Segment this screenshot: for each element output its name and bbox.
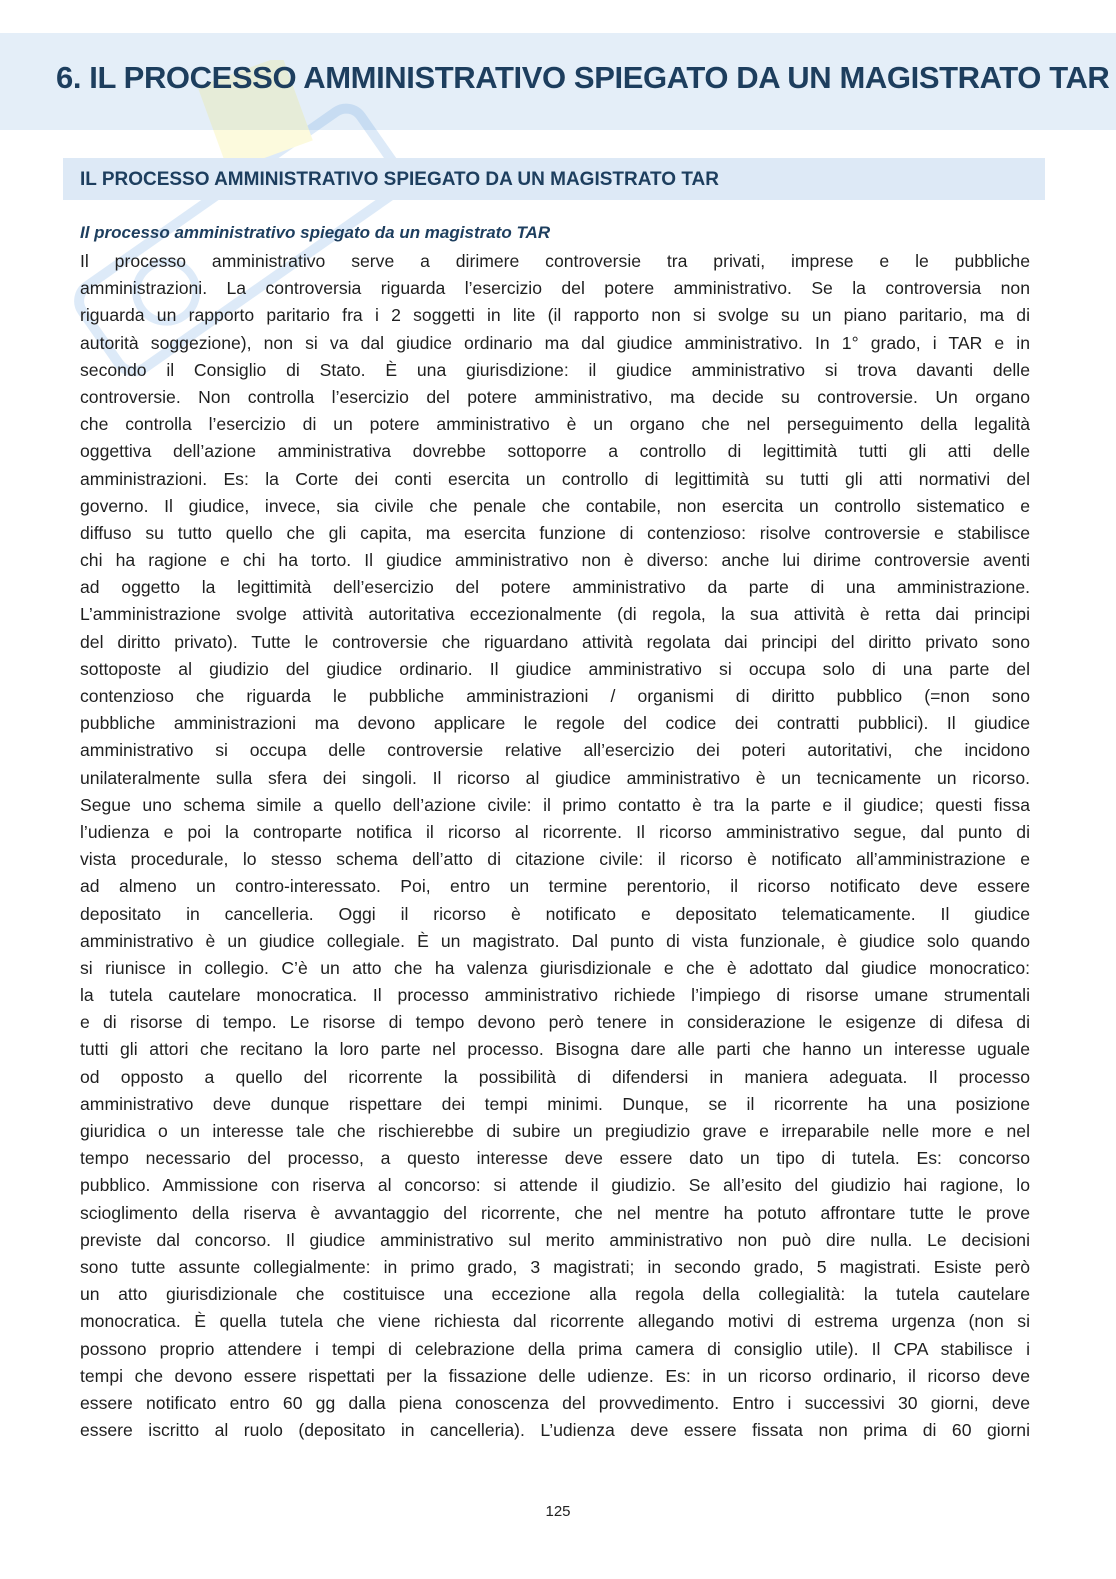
- body-line: possono proprio attendere i tempi di celebrazione della prima camera di consiglio utile). Il CPA stabilisce i: [80, 1338, 1030, 1359]
- body-line: pubblico. Ammissione con riserva al concorso: si attende il giudizio. Se all’esito del giudizio hai ragione, lo: [80, 1175, 1030, 1196]
- body-line: Segue uno schema simile a quello dell’azione civile: il primo contatto è tra la parte e il giudice; questi fissa: [80, 794, 1030, 815]
- body-line: oggettiva dell’azione amministrativa dovrebbe sottoporre a controllo di legittimità tutti gli atti delle: [80, 441, 1030, 462]
- body-line: si riunisce in collegio. C’è un atto che ha valenza giurisdizionale e che è adottato dal giudice monocratico:: [80, 957, 1030, 978]
- body-line: previste dal concorso. Il giudice amministrativo sul merito amministrativo non può dire nulla. Le decisioni: [80, 1229, 1030, 1250]
- body-line: e di risorse di tempo. Le risorse di tempo devono però tenere in considerazione le esigenze di difesa di: [80, 1012, 1030, 1033]
- body-line: amministrativo è un giudice collegiale. È un magistrato. Dal punto di vista funzionale, è giudice solo quando: [80, 930, 1030, 951]
- body-line: l’udienza e poi la controparte notifica il ricorso al ricorrente. Il ricorso amministrativo segue, dal punto di: [80, 821, 1030, 842]
- section-title: IL PROCESSO AMMINISTRATIVO SPIEGATO DA UN MAGISTRATO TAR: [80, 169, 719, 190]
- body-line: essere notificato entro 60 gg dalla piena conoscenza del provvedimento. Entro i successivi 30 giorni, deve: [80, 1392, 1030, 1413]
- body-line: depositato in cancelleria. Oggi il ricorso è notificato e depositato telematicamente. Il giudice: [80, 903, 1030, 924]
- subheading: Il processo amministrativo spiegato da un magistrato TAR: [80, 223, 551, 242]
- body-line: amministrazioni. La controversia riguarda l’esercizio del potere amministrativo. Se la controversia non: [80, 278, 1030, 299]
- body-line: pubbliche amministrazioni ma devono applicare le regole del codice dei contratti pubblici). Il giudice: [80, 713, 1030, 734]
- body-line: sono tutte assunte collegialmente: in primo grado, 3 magistrati; in secondo grado, 5 magistrati. Esiste però: [80, 1256, 1030, 1277]
- body-line: monocratica. È quella tutela che viene richiesta dal ricorrente allegando motivi di estrema urgenza (non si: [80, 1311, 1030, 1332]
- body-line: secondo il Consiglio di Stato. È una giurisdizione: il giudice amministrativo si trova davanti delle: [80, 359, 1030, 380]
- body-line: unilateralmente sulla sfera dei singoli. Il ricorso al giudice amministrativo è un tecnicamente un ricorso.: [80, 767, 1030, 788]
- body-line: essere iscritto al ruolo (depositato in cancelleria). L’udienza deve essere fissata non prima di 60 giorni: [80, 1420, 1030, 1441]
- body-line: autorità soggezione), non si va dal giudice ordinario ma dal giudice amministrativo. In 1° grado, i TAR e in: [80, 332, 1030, 353]
- body-text: [80, 248, 1030, 1444]
- body-line: sottoposte al giudizio del giudice ordinario. Il giudice amministrativo si occupa solo di una parte del: [80, 658, 1030, 679]
- body-line: ad oggetto la legittimità dell’esercizio del potere amministrativo da parte di una amministrazione.: [80, 577, 1030, 598]
- body-line: vista procedurale, lo stesso schema dell’atto di citazione civile: il ricorso è notificato all’amministrazione e: [80, 849, 1030, 870]
- body-line: tempo necessario del processo, a questo interesse deve essere dato un tipo di tutela. Es: concorso: [80, 1148, 1030, 1169]
- body-line: controversie. Non controlla l’esercizio del potere amministrativo, ma decide su controversie. Un organo: [80, 386, 1030, 407]
- body-line: che controlla l’esercizio di un potere amministrativo è un organo che nel perseguimento della legalità: [80, 414, 1030, 435]
- body-line: amministrazioni. Es: la Corte dei conti esercita un controllo di legittimità su tutti gli atti normativi del: [80, 468, 1030, 489]
- body-line: diffuso su tutto quello che gli capita, ma esercita funzione di contenzioso: risolve controversie e stabilisce: [80, 522, 1030, 543]
- body-line: un atto giurisdizionale che costituisce una eccezione alla regola della collegialità: la tutela cautelare: [80, 1284, 1030, 1305]
- body-line: chi ha ragione e chi ha torto. Il giudice amministrativo non è diverso: anche lui dirime controversie aventi: [80, 550, 1030, 571]
- body-line: riguarda un rapporto paritario fra i 2 soggetti in lite (il rapporto non si svolge su un piano paritario, ma di: [80, 305, 1030, 326]
- body-line: tempi che devono essere rispettati per la fissazione delle udienze. Es: in un ricorso ordinario, il ricorso deve: [80, 1365, 1030, 1386]
- body-line: governo. Il giudice, invece, sia civile che penale che contabile, non esercita un controllo sistematico e: [80, 495, 1030, 516]
- body-line: L’amministrazione svolge attività autoritativa eccezionalmente (di regola, la sua attività è retta dai principi: [80, 604, 1030, 625]
- body-line: od opposto a quello del ricorrente la possibilità di difendersi in maniera adeguata. Il processo: [80, 1066, 1030, 1087]
- chapter-title: 6. IL PROCESSO AMMINISTRATIVO SPIEGATO DA UN MAGISTRATO TAR: [56, 60, 1110, 95]
- page-number: 125: [545, 1503, 571, 1520]
- body-line: amministrativo deve dunque rispettare dei tempi minimi. Dunque, se il ricorrente ha una posizione: [80, 1093, 1030, 1114]
- body-line: la tutela cautelare monocratica. Il processo amministrativo richiede l’impiego di risorse umane strumentali: [80, 985, 1030, 1006]
- body-line: amministrativo si occupa delle controversie relative all’esercizio dei poteri autoritativi, che incidono: [80, 740, 1030, 761]
- body-line: del diritto privato). Tutte le controversie che riguardano attività regolata dai principi del diritto privato sono: [80, 631, 1030, 652]
- body-line: ad almeno un contro-interessato. Poi, entro un termine perentorio, il ricorso notificato deve essere: [80, 876, 1030, 897]
- body-line: contenzioso che riguarda le pubbliche amministrazioni / organismi di diritto pubblico (=non sono: [80, 686, 1030, 706]
- body-line: Il processo amministrativo serve a dirimere controversie tra privati, imprese e le pubbliche: [80, 251, 1030, 271]
- body-line: tutti gli attori che recitano la loro parte nel processo. Bisogna dare alle parti che hanno un interesse uguale: [80, 1039, 1030, 1060]
- body-line: scioglimento della riserva è avvantaggio del ricorrente, che nel mentre ha potuto affrontare tutte le prove: [80, 1202, 1030, 1223]
- body-line: giuridica o un interesse tale che rischierebbe di subire un pregiudizio grave e irreparabile nelle more e nel: [80, 1121, 1030, 1141]
